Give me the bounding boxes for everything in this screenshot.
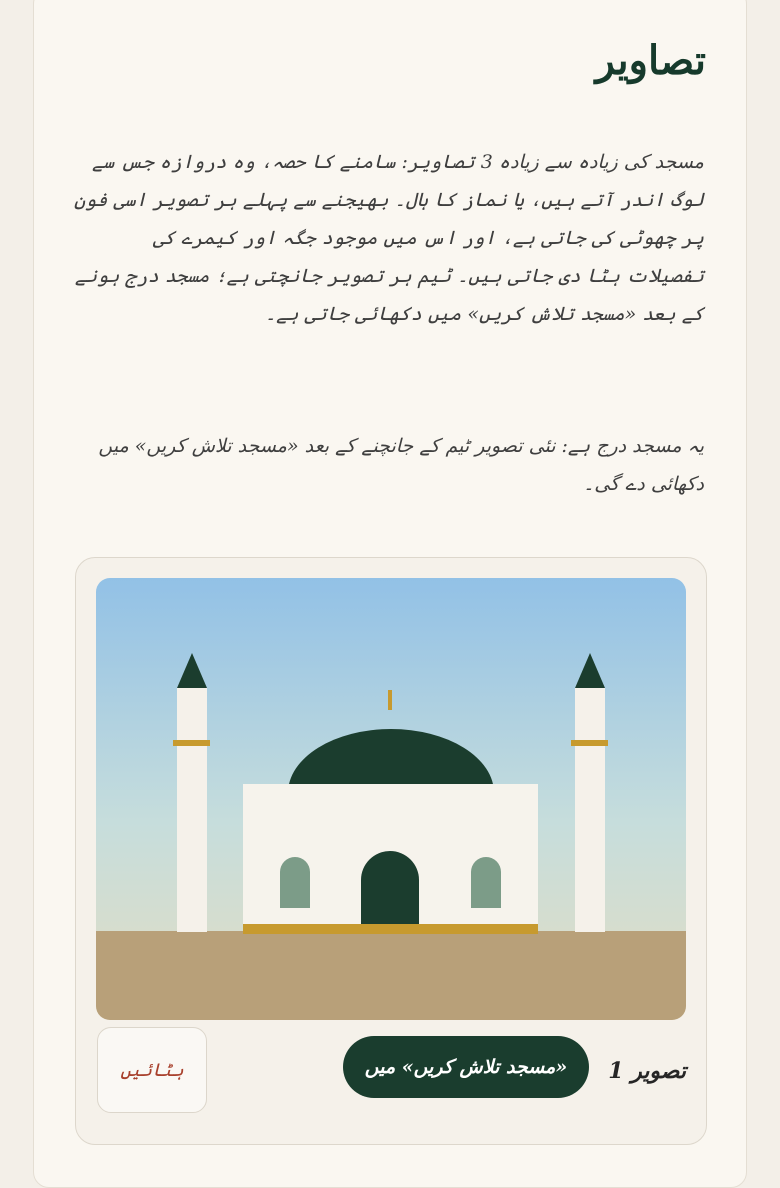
status-badge: «مسجد تلاش کریں» میں <box>343 1036 589 1098</box>
photos-card <box>33 0 747 1188</box>
photo-item <box>75 557 707 1145</box>
remove-photo-button[interactable]: ہٹائیں <box>97 1027 207 1113</box>
photo-caption: تصویر 1 <box>608 1058 686 1084</box>
section-description: مسجد کی زیادہ سے زیادہ 3 تصاویر: سامنے کا حصہ، وہ دروازہ جس سے لوگ اندر آتے ہیں، یا نماز کا ہال۔ بھیجنے سے پہلے ہر تصویر اسی فون پر چھوٹی کی جاتی ہے، اور اس میں موجود جگہ اور کیمرے کی تفصیلات ہٹا دی جاتی ہیں۔ ٹیم ہر تصویر جانچتی ہے؛ مسجد درج ہونے کے بعد «مسجد تلاش کریں» میں دکھائی جاتی ہے۔ <box>73 151 704 325</box>
mosque-illustration <box>96 578 686 1020</box>
section-title: تصاویر <box>595 37 706 84</box>
listed-note: یہ مسجد درج ہے: نئی تصویر ٹیم کے جانچنے کے بعد «مسجد تلاش کریں» میں دکھائی دے گی۔ <box>98 435 704 495</box>
mosque-photo-thumbnail <box>96 578 686 1020</box>
